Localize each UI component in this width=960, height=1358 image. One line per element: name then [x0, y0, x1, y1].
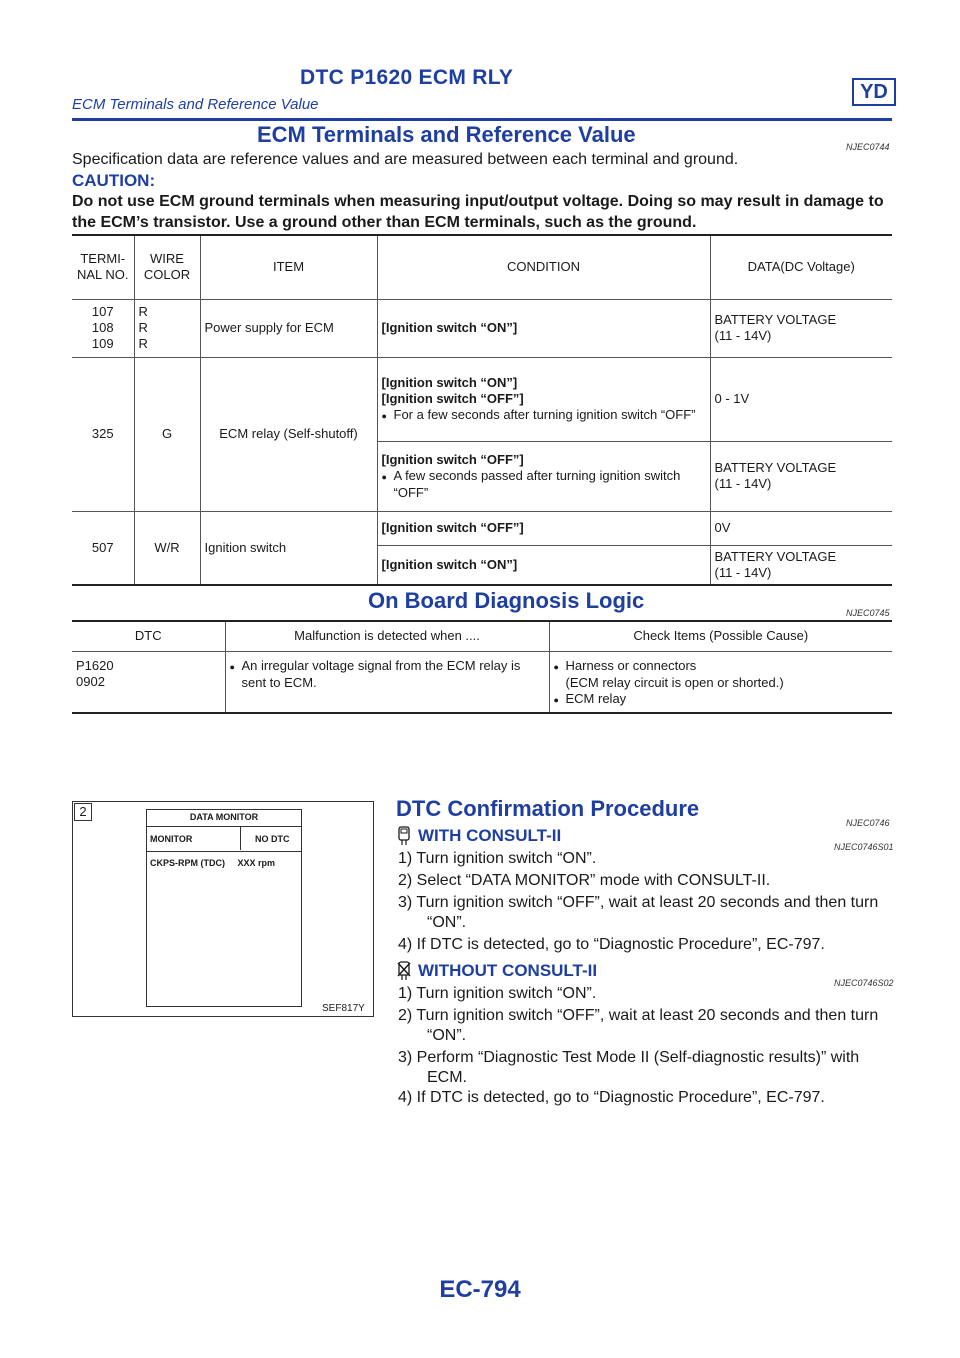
- condition-cell: [377, 441, 710, 511]
- condition-line: [Ignition switch “OFF”]: [381, 390, 524, 406]
- subsection-code: NJEC0746S02: [834, 978, 894, 988]
- data-cell: 0V: [710, 511, 892, 545]
- section-title-dtc-confirmation: DTC Confirmation Procedure: [396, 796, 700, 821]
- data-cell: BATTERY VOLTAGE (11 - 14V): [710, 299, 892, 357]
- section-code: NJEC0745: [846, 608, 890, 618]
- wire-cell: W/R: [134, 511, 200, 585]
- cause-bullet: ● Harness or connectors (ECM relay circuit is open or shorted.): [554, 658, 889, 691]
- header-terminal: TERMI-NAL NO.: [72, 235, 134, 299]
- condition-bullet: ● A few seconds passed after turning ignition switch “OFF”: [382, 468, 706, 501]
- monitor-col-label: MONITOR: [150, 834, 193, 844]
- without-step-3: 3) Perform “Diagnostic Test Mode II (Self-diagnostic results)” with ECM.: [398, 1049, 860, 1086]
- without-step-1: 1) Turn ignition switch “ON”.: [398, 985, 597, 1002]
- monitor-divider: [240, 826, 241, 850]
- caution-heading: CAUTION:: [72, 171, 156, 190]
- section-title-ecm-terminals: ECM Terminals and Reference Value: [257, 122, 636, 147]
- condition-line: [Ignition switch “ON”]: [381, 374, 518, 390]
- condition-cell: [Ignition switch “OFF”]: [377, 511, 710, 545]
- header-check-items: Check Items (Possible Cause): [549, 621, 892, 651]
- monitor-item-row: CKPS-RPM (TDC) XXX rpm: [150, 858, 276, 868]
- wire-cell: R R R: [134, 299, 200, 357]
- table-header-row: [72, 235, 892, 299]
- ecm-terminals-table: [72, 234, 892, 586]
- subsection-code: NJEC0746S01: [834, 842, 894, 852]
- section-code: NJEC0744: [846, 142, 890, 152]
- header-wire: WIRE COLOR: [134, 235, 200, 299]
- dtc-cell: P1620 0902: [72, 651, 225, 713]
- malfunction-bullet: ● An irregular voltage signal from the ECM relay is sent to ECM.: [230, 658, 545, 691]
- terminal-cell: 507: [72, 511, 134, 585]
- header-item: ITEM: [200, 235, 377, 299]
- terminal-cell: 325: [72, 357, 134, 511]
- condition-cell: [Ignition switch “ON”]: [377, 299, 710, 357]
- figure-number: 2: [74, 803, 92, 821]
- with-step-3: 3) Turn ignition switch “OFF”, wait at least 20 seconds and then turn “ON”.: [398, 894, 879, 931]
- condition-bullet: ● For a few seconds after turning ignition switch “OFF”: [382, 407, 706, 424]
- engine-badge: YD: [852, 78, 896, 106]
- data-cell: BATTERY VOLTAGE (11 - 14V): [714, 548, 837, 580]
- with-step-2: 2) Select “DATA MONITOR” mode with CONSULT-II.: [398, 872, 771, 889]
- header-rule: [72, 118, 892, 121]
- with-consult-heading: WITH CONSULT-II: [418, 826, 562, 845]
- intro-text: Specification data are reference values and are measured between each terminal and ground.: [72, 151, 739, 168]
- table-row: [72, 511, 892, 545]
- with-step-1: 1) Turn ignition switch “ON”.: [398, 850, 597, 867]
- table-row: [72, 299, 892, 357]
- page-header-subtitle: ECM Terminals and Reference Value: [72, 96, 319, 113]
- section-title-obd-logic: On Board Diagnosis Logic: [368, 588, 645, 613]
- obd-logic-table: [72, 620, 892, 714]
- cause-cell: [549, 651, 892, 713]
- condition-cell: [Ignition switch “ON”]: [377, 545, 710, 585]
- data-cell: BATTERY VOLTAGE (11 - 14V): [710, 441, 892, 511]
- consult-tester-icon: [396, 826, 412, 846]
- figure-caption: SEF817Y: [322, 1003, 365, 1014]
- header-malfunction: Malfunction is detected when ....: [225, 621, 549, 651]
- monitor-status-label: NO DTC: [255, 834, 290, 844]
- page-number: EC-794: [439, 1276, 521, 1303]
- header-data: DATA(DC Voltage): [710, 235, 892, 299]
- item-cell: Ignition switch: [200, 511, 377, 585]
- wire-cell: G: [134, 357, 200, 511]
- table-row: [72, 651, 892, 713]
- condition-cell: [377, 357, 710, 441]
- item-cell: Power supply for ECM: [200, 299, 377, 357]
- terminal-cell: 107 108 109: [72, 299, 134, 357]
- condition-line: [Ignition switch “OFF”]: [381, 451, 524, 467]
- page-header-title: DTC P1620 ECM RLY: [300, 66, 514, 89]
- with-step-4: 4) If DTC is detected, go to “Diagnostic Procedure”, EC-797.: [398, 936, 825, 953]
- header-condition: CONDITION: [377, 235, 710, 299]
- table-header-row: [72, 621, 892, 651]
- no-tester-icon: [396, 961, 412, 981]
- table-row: [72, 357, 892, 441]
- without-step-4: 4) If DTC is detected, go to “Diagnostic Procedure”, EC-797.: [398, 1089, 825, 1106]
- malfunction-cell: [225, 651, 549, 713]
- item-cell: ECM relay (Self-shutoff): [200, 357, 377, 511]
- monitor-title: DATA MONITOR: [189, 812, 259, 822]
- caution-text: Do not use ECM ground terminals when measuring input/output voltage. Doing so may result in damage to the ECM’s transistor. Use a ground other than ECM terminals, such as the ground.: [72, 193, 884, 231]
- cause-bullet: ● ECM relay: [554, 691, 889, 708]
- without-consult-heading: WITHOUT CONSULT-II: [418, 961, 598, 980]
- without-step-2: 2) Turn ignition switch “OFF”, wait at least 20 seconds and then turn “ON”.: [398, 1007, 879, 1044]
- header-dtc: DTC: [72, 621, 225, 651]
- data-cell: 0 - 1V: [710, 357, 892, 441]
- section-code: NJEC0746: [846, 818, 890, 828]
